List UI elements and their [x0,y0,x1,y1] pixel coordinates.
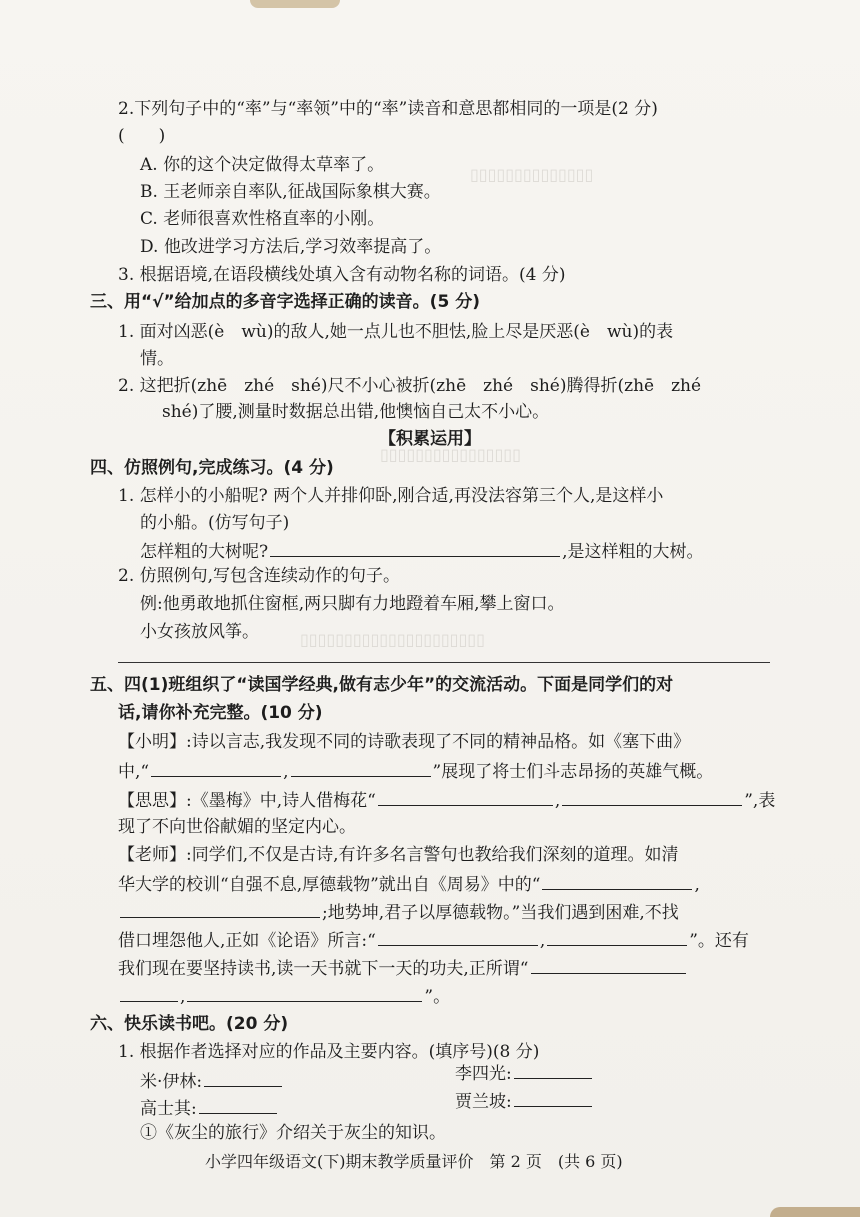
sec4-item2-line1: 2. 仿照例句,写包含连续动作的句子。 [118,566,401,586]
option-d: D. 他改进学习方法后,学习效率提高了。 [140,237,442,257]
sec6-item1: 1. 根据作者选择对应的作品及主要内容。(填序号)(8 分) [118,1042,540,1062]
bleed-through-text: ▯▯▯▯▯▯▯▯▯▯▯▯▯▯▯▯▯▯▯▯▯ [300,630,485,649]
teacher-line4 [118,927,749,953]
answer-blank[interactable] [514,1088,592,1107]
sisi-line1 [118,787,775,813]
text: 李四光: [455,1064,512,1084]
page-footer: 小学四年级语文(下)期末教学质量评价 第 2 页 (共 6 页) [205,1152,623,1171]
answer-blank[interactable] [199,1095,277,1114]
answer-blank[interactable] [547,927,687,946]
text: ”。还有 [689,931,749,951]
xiaoming-line1: 【小明】:诗以言志,我发现不同的诗歌表现了不同的精神品格。如《塞下曲》 [118,732,691,752]
answer-blank[interactable] [514,1060,592,1079]
prompt-text: ,是这样粗的大树。 [562,542,704,562]
question-2-stem: 2.下列句子中的“率”与“率领”中的“率”读音和意思都相同的一项是(2 分) [118,99,658,119]
text: ”。 [424,987,451,1007]
section-5-title-line2: 话,请你补充完整。(10 分) [118,703,323,723]
teacher-line5 [118,955,688,981]
section-3-title: 三、用“√”给加点的多音字选择正确的读音。(5 分) [90,292,480,312]
text: ”,表 [744,791,776,811]
answer-blank[interactable] [562,787,742,806]
text: , [283,762,289,782]
text: 【思思】:《墨梅》中,诗人借梅花“ [118,791,376,811]
answer-blank[interactable] [204,1068,282,1087]
text: 我们现在要坚持读书,读一天书就下一天的功夫,正所谓“ [118,959,529,979]
text: 贾兰坡: [455,1092,512,1112]
text: , [694,875,700,895]
text: 中,“ [118,762,150,782]
text: 华大学的校训“自强不息,厚德载物”就出自《周易》中的“ [118,875,541,895]
sec3-item1-line2: 情。 [140,349,174,369]
answer-blank[interactable] [291,758,431,777]
teacher-line6 [118,983,450,1009]
text: , [554,791,561,811]
teacher-line2 [118,871,700,897]
text: 借口埋怨他人,正如《论语》所言:“ [118,931,376,951]
answer-parentheses[interactable]: ( ) [118,126,166,146]
option-b: B. 王老师亲自率队,征战国际象棋大赛。 [140,182,441,202]
answer-blank[interactable] [120,899,320,918]
sec4-item2-example: 例:他勇敢地抓住窗框,两只脚有力地蹬着车厢,攀上窗口。 [140,594,565,614]
answer-blank[interactable] [187,983,422,1002]
question-3-stem: 3. 根据语境,在语段横线处填入含有动物名称的词语。(4 分) [118,265,566,285]
prompt-text: 怎样粗的大树呢? [140,542,269,562]
paper-edge-mark [770,1207,860,1217]
text: ;地势坤,君子以厚德载物。”当我们遇到困难,不找 [322,903,679,923]
text: ”展现了将士们斗志昂扬的英雄气概。 [432,762,714,782]
answer-blank[interactable] [151,758,281,777]
text: , [539,931,546,951]
teacher-line1: 【老师】:同学们,不仅是古诗,有许多名言警句也教给我们深刻的道理。如清 [118,845,679,865]
sec3-item2-line1: 2. 这把折(zhē zhé shé)尺不小心被折(zhē zhé shé)腾得折(zhē zhé [118,376,702,396]
text: 高士其: [140,1099,197,1119]
sec3-item1-line1: 1. 面对凶恶(è wù)的敌人,她一点儿也不胆怯,脸上尽是厌恶(è wù)的表 [118,322,674,342]
section-6-title: 六、快乐读书吧。(20 分) [90,1014,289,1034]
answer-blank[interactable] [270,538,560,557]
text: , [180,987,186,1007]
answer-blank[interactable] [378,927,538,946]
author-mi-yilin [140,1068,284,1094]
author-li-siguang [455,1060,594,1086]
answer-line[interactable] [118,662,770,663]
accumulation-section-header: 【积累运用】 [379,429,481,449]
sec4-item1-line1: 1. 怎样小的小船呢? 两个人并排仰卧,刚合适,再没法容第三个人,是这样小 [118,486,664,506]
section-5-title-line1: 五、四(1)班组织了“读国学经典,做有志少年”的交流活动。下面是同学们的对 [90,675,674,695]
answer-blank[interactable] [120,983,178,1002]
sec3-item2-line2: shé)了腰,测量时数据总出错,他懊恼自己太不小心。 [162,402,550,422]
option-c: C. 老师很喜欢性格直率的小刚。 [140,209,385,229]
sec4-item2-prompt: 小女孩放风筝。 [140,622,259,642]
author-gao-shiqi [140,1095,279,1121]
bleed-through-text: ▯▯▯▯▯▯▯▯▯▯▯▯▯▯ [470,165,594,184]
bleed-through-text: ▯▯▯▯▯▯▯▯▯▯▯▯▯▯▯▯ [380,445,521,464]
author-jia-lanpo [455,1088,594,1114]
answer-blank[interactable] [542,871,692,890]
paper-edge-mark [250,0,340,8]
sisi-line2: 现了不向世俗献媚的坚定内心。 [118,817,356,837]
work-option-1: ①《灰尘的旅行》介绍关于灰尘的知识。 [140,1123,446,1143]
option-a: A. 你的这个决定做得太草率了。 [140,155,385,175]
sec4-item1-fill [140,538,704,564]
teacher-line3 [118,899,679,925]
section-4-title: 四、仿照例句,完成练习。(4 分) [90,458,334,478]
answer-blank[interactable] [531,955,686,974]
answer-blank[interactable] [378,787,553,806]
sec4-item1-line2: 的小船。(仿写句子) [140,513,290,533]
xiaoming-line2 [118,758,713,784]
text: 米·伊林: [140,1072,203,1092]
